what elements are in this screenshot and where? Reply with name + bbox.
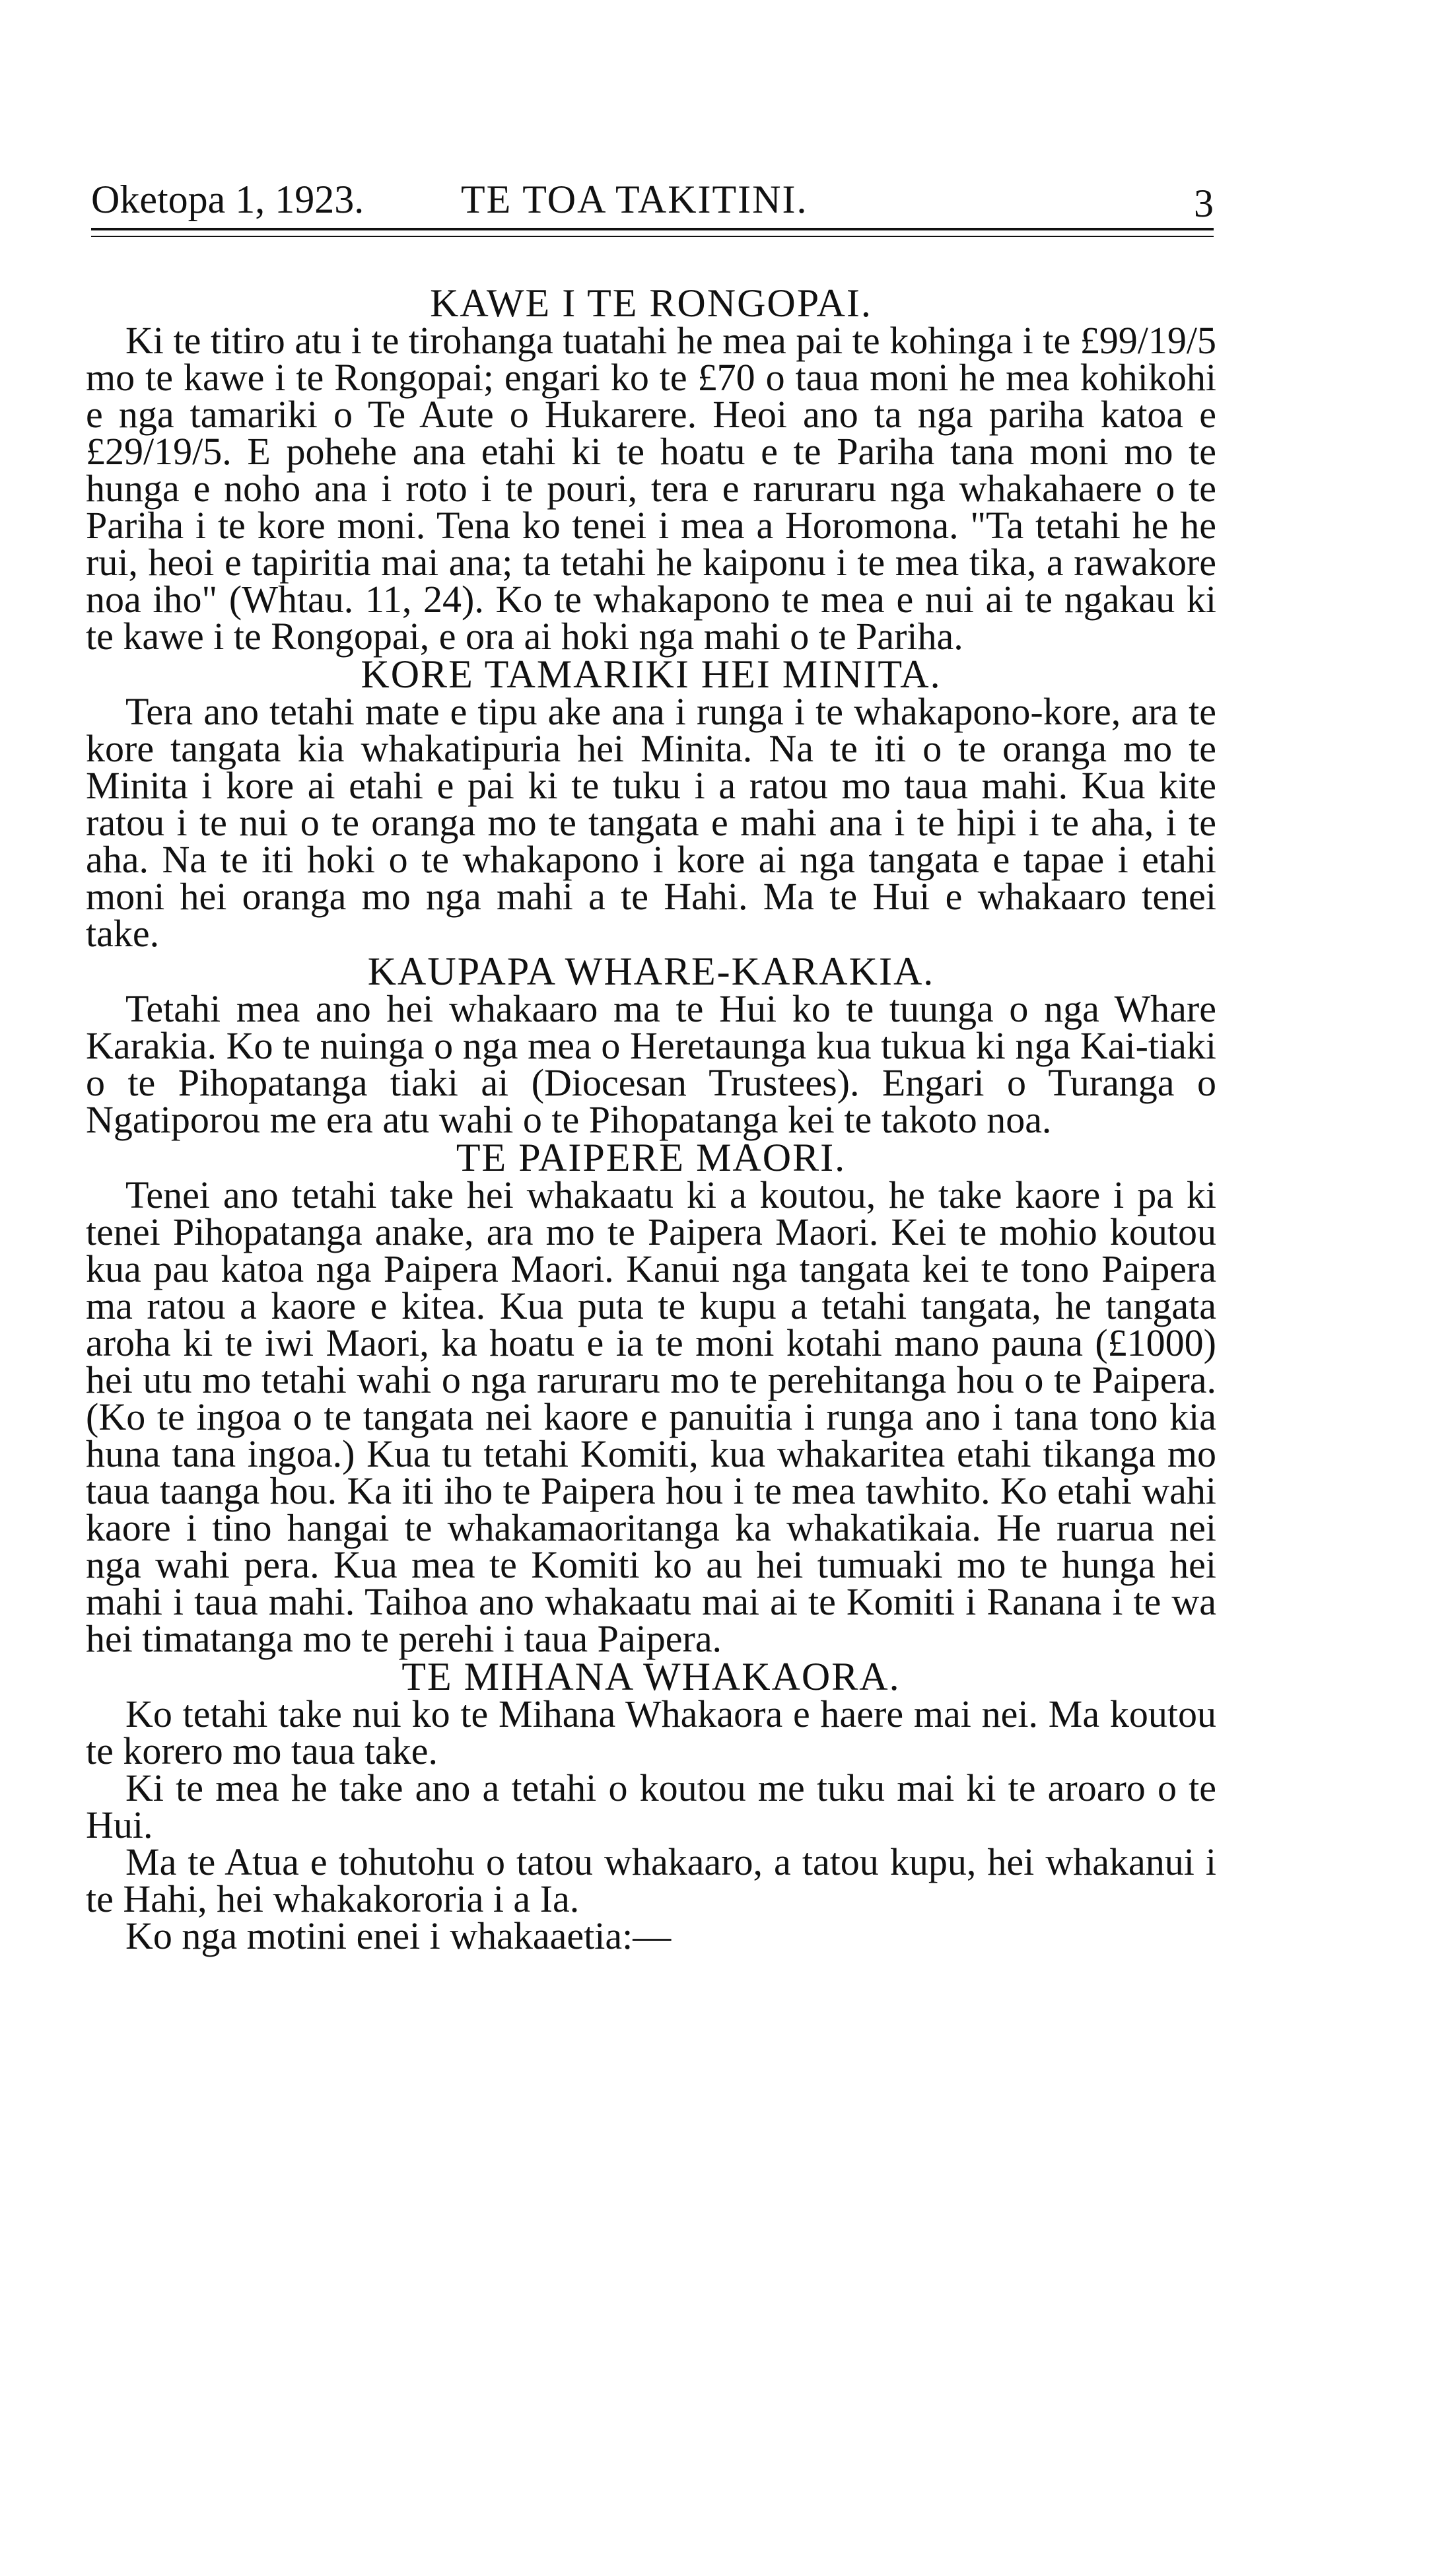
paragraph: Tera ano tetahi mate e tipu ake ana i runga i te whakapono-kore, ara te kore tangata kia whakatipuria hei Minita. Na te iti o te oranga mo te Minita i kore ai etahi e pai ki te tuku i a ratou mo taua mahi. Kua kite ratou i te nui o te oranga mo te tangata e mahi ana i te hipi i te aha, i te aha. Na te iti hoki o te whakapono i kore ai nga tangata e tapae i etahi moni hei oranga mo nga mahi a te Hahi. Ma te Hui e whakaaro tenei take.: [86, 690, 1216, 955]
paragraph: Ma te Atua e tohutohu o tatou whakaaro, a tatou kupu, hei whakanui i te Hahi, hei whakakororia i a Ia.: [86, 1840, 1216, 1920]
section-te-paipere-maori: [86, 1136, 1216, 1660]
section-kore-tamariki-hei-minita: [86, 652, 1216, 955]
paragraph: Tenei ano tetahi take hei whakaatu ki a koutou, he take kaore i pa ki tenei Pihopatanga anake, ara mo te Paipera Maori. Kei te mohio koutou kua pau katoa nga Paipera Maori. Kanui nga tangata kei te tono Paipera ma ratou a kaore e kitea. Kua puta te kupu a tetahi tangata, he tangata aroha ki te iwi Maori, ka hoatu e ia te moni kotahi mano pauna (£1000) hei utu mo tetahi wahi o nga raruraru mo te perehitanga hou o te Paipera. (Ko te ingoa o te tangata nei kaore e panuitia i runga ano i tana tono kia huna tana ingoa.) Kua tu tetahi Komiti, kua whakaritea etahi tikanga mo taua taanga hou. Ka iti iho te Paipera hou i te mea tawhito. Ko etahi wahi kaore i tino hangai te whakamaoritanga ka whakatikaia. He ruarua nei nga wahi pera. Kua mea te Komiti ko au hei tumuaki mo te hunga hei mahi i taua mahi. Taihoa ano whakaatu mai ai te Komiti i Ranana i te wa hei timatanga mo te perehi i taua Paipera.: [86, 1173, 1216, 1660]
section-heading: TE PAIPERE MAORI.: [456, 1136, 847, 1179]
paragraph: Ko nga motini enei i whakaaetia:—: [125, 1914, 672, 1957]
paragraph: Ko tetahi take nui ko te Mihana Whakaora e haere mai nei. Ma koutou te korero mo taua take.: [86, 1692, 1216, 1772]
paragraph: Ki te titiro atu i te tirohanga tuatahi he mea pai te kohinga i te £99/19/5 mo te kawe i te Rongopai; engari ko te £70 o taua moni he mea kohikohi e nga tamariki o Te Aute o Hukarere. Heoi ano ta nga pariha katoa e £29/19/5. E pohehe ana etahi ki te hoatu e te Pariha tana moni mo te hunga e noho ana i roto i te pouri, tera e raruraru nga whakahaere o te Pariha i te kore moni. Tena ko tenei i mea a Horomona. "Ta tetahi he he rui, heoi e tapiritia mai ana; ta tetahi he kaiponu i te mea tika, a rawakore noa iho" (Whtau. 11, 24). Ko te whakapono te mea e nui ai te ngakau ki te kawe i te Rongopai, e ora ai hoki nga mahi o te Pariha.: [86, 319, 1216, 658]
section-heading: KAWE I TE RONGOPAI.: [430, 281, 872, 325]
page-number: 3: [1194, 182, 1214, 225]
running-header: [91, 173, 1214, 226]
section-te-mihana-whakaora: [86, 1657, 1216, 1955]
article-body: [86, 281, 1216, 1957]
header-date: Oketopa 1, 1923.: [91, 178, 364, 221]
paragraph: Ki te mea he take ano a tetahi o koutou me tuku mai ki te aroaro o te Hui.: [86, 1766, 1216, 1846]
section-heading: KAUPAPA WHARE-KARAKIA.: [367, 950, 935, 993]
section-kawe-i-te-rongopai: [86, 281, 1216, 658]
section-heading: TE MIHANA WHAKAORA.: [401, 1655, 901, 1698]
header-title: TE TOA TAKITINI.: [461, 178, 808, 221]
paragraph: Tetahi mea ano hei whakaaro ma te Hui ko te tuunga o nga Whare Karakia. Ko te nuinga o nga mea o Heretaunga kua tukua ki nga Kai-tiaki o te Pihopatanga tiaki ai (Diocesan Trustees). Engari o Turanga o Ngatiporou me era atu wahi o te Pihopatanga kei te takoto noa.: [86, 987, 1216, 1141]
section-kaupapa-whare-karakia: [86, 950, 1216, 1141]
header-rule-thin: [91, 236, 1214, 237]
header-rule: [91, 228, 1214, 230]
section-heading: KORE TAMARIKI HEI MINITA.: [361, 652, 942, 696]
